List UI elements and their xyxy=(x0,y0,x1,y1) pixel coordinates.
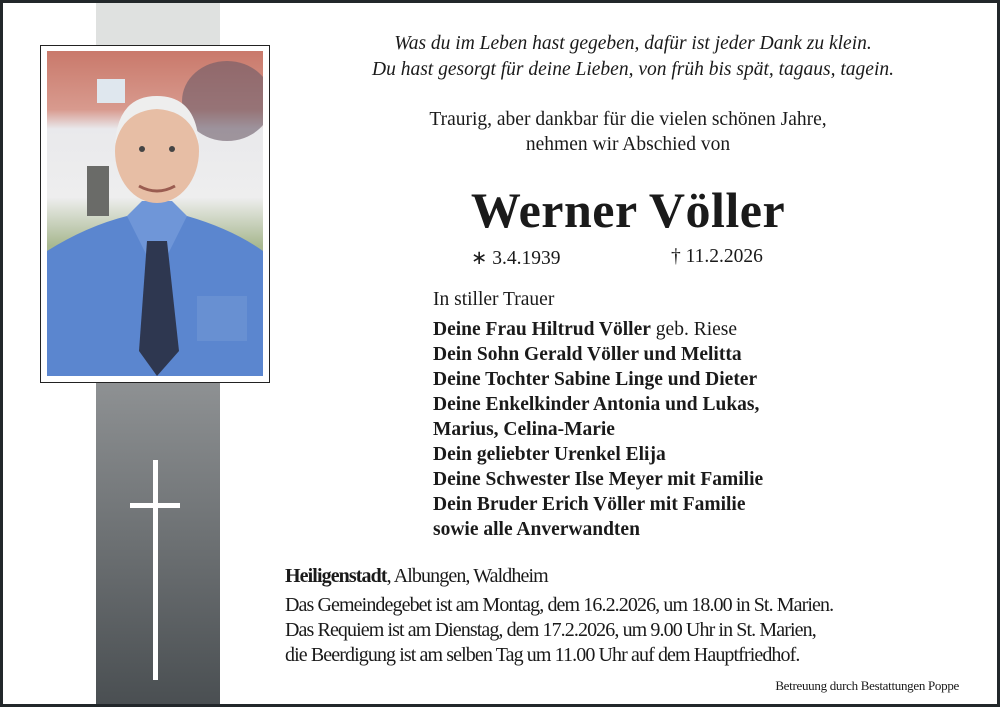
mourner-line xyxy=(433,369,757,391)
mourner-name: Deine Frau Hiltrud Völler xyxy=(433,319,651,340)
service-line: Das Gemeindegebet ist am Montag, dem 16.2.2026, um 18.00 in St. Marien. xyxy=(285,594,834,616)
mourner-line xyxy=(433,469,763,491)
funeral-home-credit: Betreuung durch Bestattungen Poppe xyxy=(775,678,959,693)
verse-line: Was du im Leben hast gegeben, dafür ist jeder Dank zu klein. xyxy=(394,33,872,54)
mourner-line xyxy=(433,494,746,516)
decorative-band-bottom xyxy=(96,383,220,704)
birth-date: ∗ 3.4.1939 xyxy=(471,248,561,269)
mourner-note: geb. Riese xyxy=(650,319,738,340)
mourner-line xyxy=(433,519,640,541)
mourner-name: Marius, Celina-Marie xyxy=(433,419,615,440)
death-date: † 11.2.2026 xyxy=(671,246,763,267)
place-main: Heiligenstadt xyxy=(285,565,387,587)
mourner-name: Deine Enkelkinder Antonia und Lukas, xyxy=(433,394,760,415)
mourner-line xyxy=(433,319,737,341)
cross-icon-bar xyxy=(130,503,180,508)
mourner-line xyxy=(433,394,759,416)
cross-icon xyxy=(153,460,158,680)
mourner-line xyxy=(433,344,742,366)
service-line: die Beerdigung ist am selben Tag um 11.00 Uhr auf dem Hauptfriedhof. xyxy=(285,644,800,666)
mourning-intro: In stiller Trauer xyxy=(433,289,555,310)
intro-line: Traurig, aber dankbar für die vielen schönen Jahre, xyxy=(429,109,827,130)
mourner-name: Deine Tochter Sabine Linge und Dieter xyxy=(433,369,758,390)
mourner-line xyxy=(433,444,666,466)
service-line: Das Requiem ist am Dienstag, dem 17.2.2026, um 9.00 Uhr in St. Marien, xyxy=(285,619,816,641)
mourner-name: Dein Sohn Gerald Völler und Melitta xyxy=(433,344,742,365)
places xyxy=(285,565,548,588)
decorative-band-top xyxy=(96,3,220,48)
intro-line: nehmen wir Abschied von xyxy=(525,134,731,155)
verse-line: Du hast gesorgt für deine Lieben, von früh bis spät, tagaus, tagein. xyxy=(372,59,894,80)
mourner-name: Dein Bruder Erich Völler mit Familie xyxy=(433,494,746,515)
portrait-frame xyxy=(40,45,270,383)
place-others: , Albungen, Waldheim xyxy=(386,565,548,587)
mourner-name: Dein geliebter Urenkel Elija xyxy=(433,444,666,465)
mourner-line xyxy=(433,419,615,441)
portrait-photo xyxy=(47,51,263,376)
mourner-name: Deine Schwester Ilse Meyer mit Familie xyxy=(433,469,764,490)
obituary-page xyxy=(3,3,997,704)
mourner-name: sowie alle Anverwandten xyxy=(433,519,640,540)
deceased-name: Werner Völler xyxy=(470,182,786,238)
